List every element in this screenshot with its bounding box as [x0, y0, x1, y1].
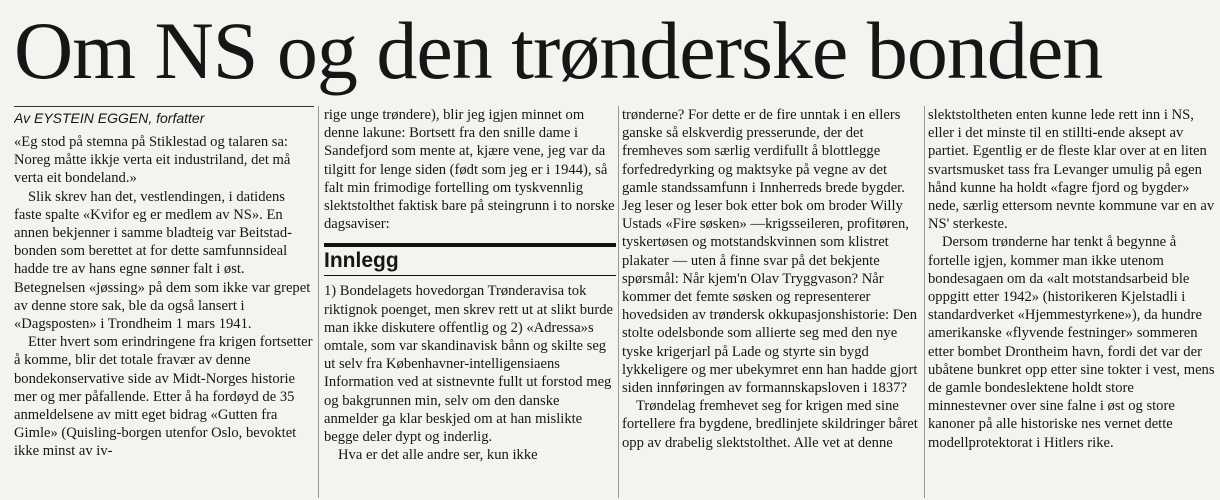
paragraph: Hva er det alle andre ser, kun ikke — [338, 447, 538, 464]
article-column-4 — [928, 106, 1216, 498]
article-column-2 — [324, 106, 616, 498]
column-rule — [318, 106, 319, 498]
section-label-text: Innlegg — [324, 249, 399, 273]
column-rule — [618, 106, 619, 498]
article-column-3 — [622, 106, 922, 498]
paragraph: 1) Bondelagets hovedorgan Trønderavisa tok riktignok poenget, men skrev rett ut at slikt burde man ikke diskutere offentlig og 2) «Adressa»s omtale, som var skandinavisk bånn og skilte seg ut selv fra Københavner-intelligensiaens Information ved at sistnevnte fullt ut forstod meg og bakgrunnen min, selv om den danske anmelder ga klar beskjed om at han mislikte begge deler dypt og inderlig. — [324, 283, 613, 446]
paragraph: Trøndelag fremhevet seg for krigen med sine fortellere fra bygdene, bredlinjete skildringer båret opp av drabelig slektstolthet. Alle vet at denne — [622, 398, 918, 451]
column-rule — [924, 106, 925, 498]
article-column-1 — [14, 106, 314, 498]
paragraph: Etter hvert som erindringene fra krigen fortsetter å komme, blir det totale fravær av denne bondekonservative side av Midt-Norges historie mer og mer påfallende. Etter å ha fordøyd de 35 anmeldelsene av mitt eget bidrag «Gutten fra Gimle» (Quisling-borgen utenfor Oslo, bevoktet ikke minst av iv- — [14, 334, 313, 460]
paragraph: Slik skrev han det, vestlendingen, i datidens faste spalte «Kvifor eg er medlem av NS». En annen bekjenner i samme bladteig var Beitstad-bonden som berettet at for dette samfunnsideal hadde tre av hans egne sønner falt i øst. Betegnelsen «jøssing» på dem som ikke var grepet av denne store sak, ble da også lansert i «Dagsposten» i Trondheim 1 mars 1941. — [14, 188, 311, 333]
byline: Av EYSTEIN EGGEN, forfatter — [14, 106, 314, 127]
headline: Om NS og den trønderske bonden — [14, 5, 1103, 96]
paragraph: slektstoltheten enten kunne lede rett inn i NS, eller i det minste til en stillti-ende aksept av partiet. Egentlig er de fleste klar over at en liten svartsmusket tass fra Levanger umulig på egen hånd kunne ha holdt «fagre fjord og bygder» nede, særlig ettersom nevnte kommune var en av NS' sterkeste. — [928, 107, 1215, 233]
paragraph: Dersom trønderne har tenkt å begynne å fortelle igjen, kommer man ikke utenom bondesagaen om da «alt motstandsarbeid ble oppgitt etter 1942» (historikeren Kjelstadli i standardverket «Hjemmestyrkene»), da hundre amerikanske «flyvende festninger» sommeren etter bombet Drontheim havn, fordi det var der ubåtene bunkret opp etter sine tokter i vest, mens de gamle bondeslektene holdt store minnestevner over sine falne i øst og store kanoner på alle historiske nes vernet dette modellprotektorat i Hitlers rike. — [928, 234, 1215, 451]
paragraph: rige unge trøndere), blir jeg igjen minnet om denne lakune: Bortsett fra den snille dame i Sandefjord som mente at, kjære vene, jeg var da tilgitt for lenge siden (født som jeg er i 1944), så falt min frimodige fortelling om tyskvennlig slektstolthet faktisk bare på steingrunn i to norske dagsaviser: — [324, 107, 615, 233]
paragraph: «Eg stod på stemna på Stiklestad og talaren sa: Noreg måtte ikkje verta eit industriland, det må verta eit bondeland.» — [14, 134, 291, 187]
section-label — [324, 243, 616, 276]
paragraph: trønderne? For dette er de fire unntak i en ellers ganske så elskverdig presserunde, der det fremheves som særlig verdifullt å blottlegge forfedredyrking og maktsyke på vegne av det gamle standssamfunn i Innherreds brede bygder. Jeg leser og leser bok etter bok om broder Willy Ustads «Fire søsken» —krigsseileren, profitøren, tyskertøsen og motstandskvinnen som klistret plakater — uten å finne svar på det bekjente spørsmål: Når kjem'n Olav Tryggvason? Når kommer det femte søsken og representerer hovedsiden av trøndersk okkupasjonshistorie: Den stolte odelsbonde som allierte seg med den nye tyske krigerjarl på Lade og styrte sin bygd lykkeligere og mer ubekymret enn han hadde gjort siden innføringen av formannskapsloven i 1837? — [622, 107, 918, 397]
